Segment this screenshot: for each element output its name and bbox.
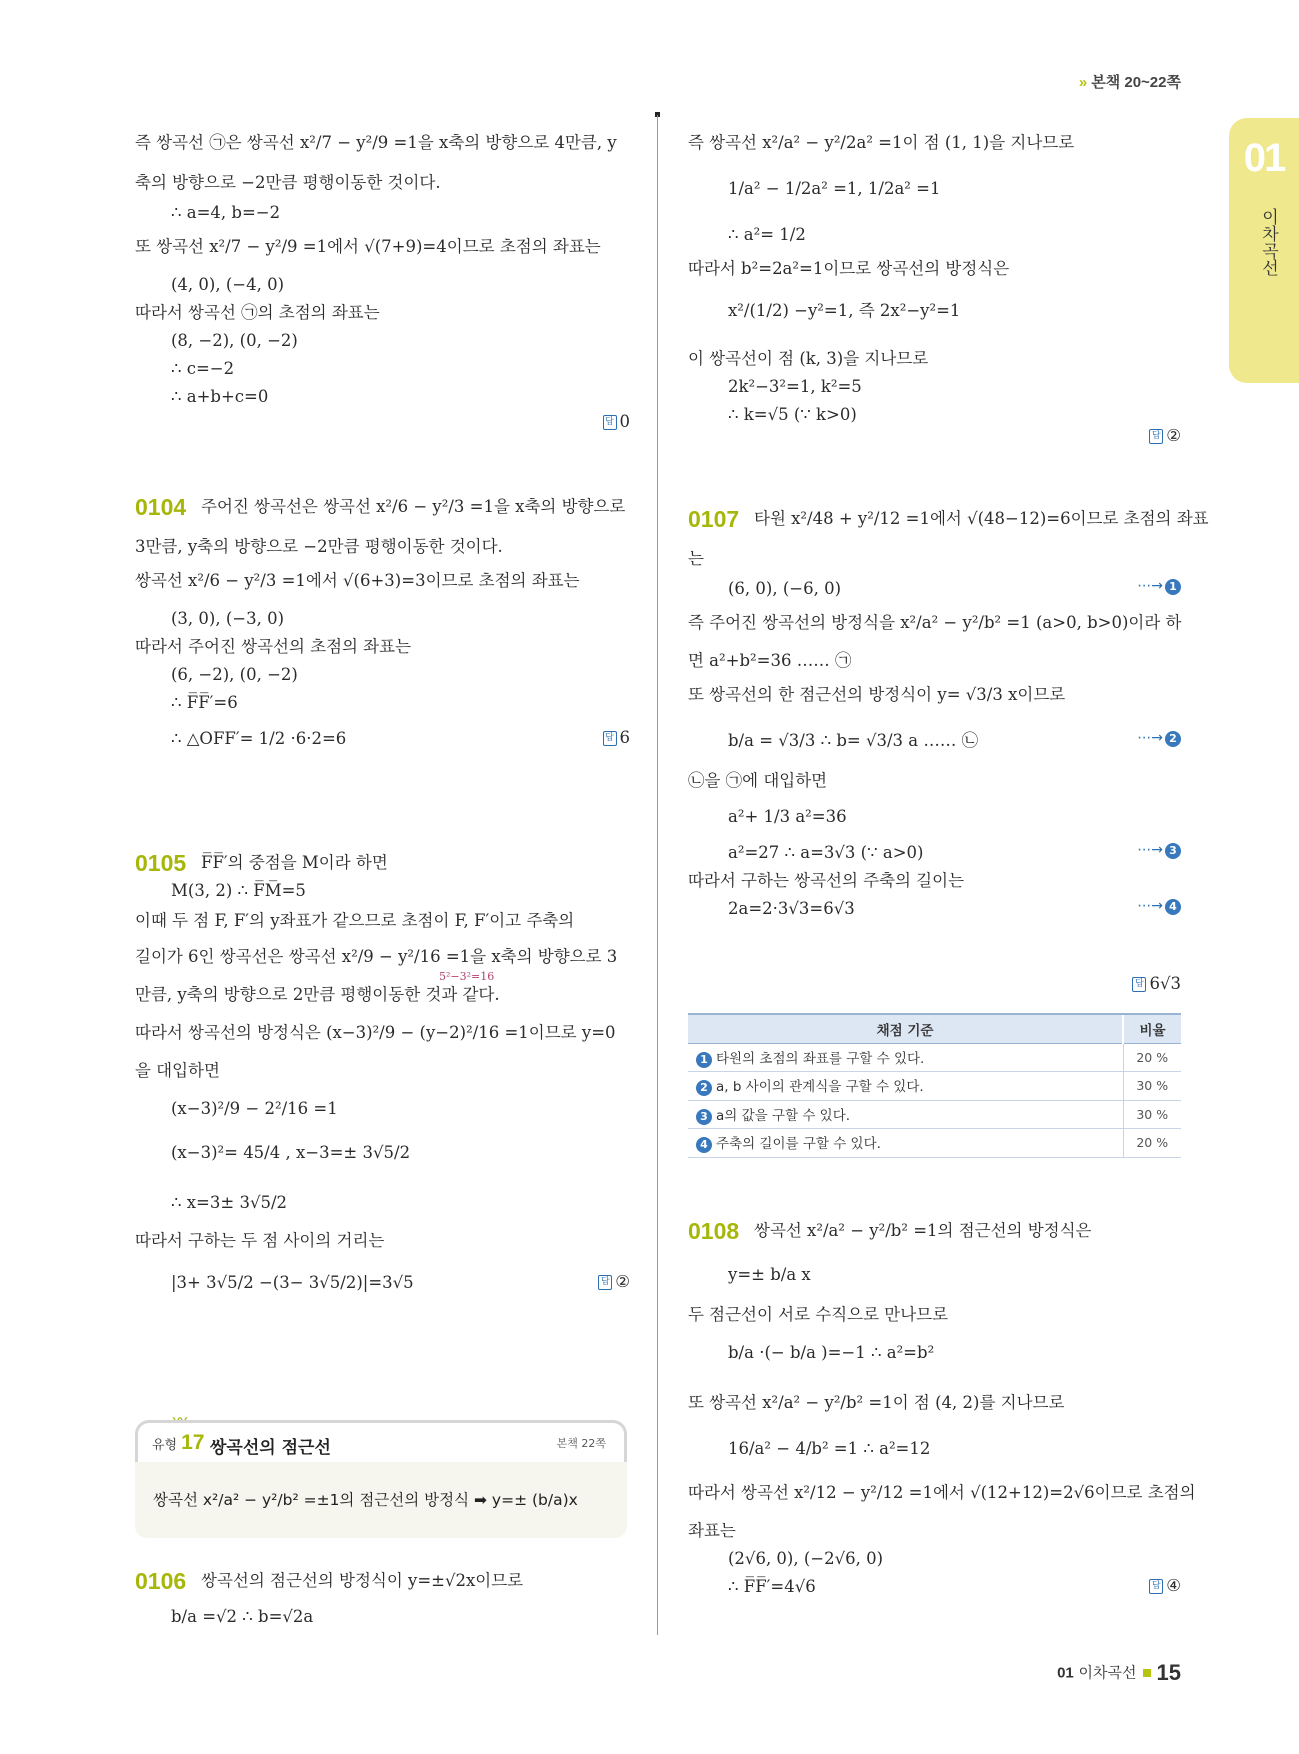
ratio-header: 비율: [1123, 1014, 1181, 1043]
solution-0104: [135, 496, 630, 766]
type-box-body: [135, 1462, 627, 1538]
answer-0105: [598, 1272, 630, 1291]
step-marker: [1137, 730, 1181, 747]
answer-icon: 답: [603, 731, 617, 746]
step-arrow-icon: ⋯→: [1137, 898, 1163, 914]
solution-line: b/a ·(− b/a )=−1 ∴ a²=b²: [728, 1343, 935, 1362]
answer-icon: 답: [603, 415, 617, 430]
criterion-text: 주축의 길이를 구할 수 있다.: [716, 1136, 881, 1153]
ratio-cell: 20 %: [1123, 1129, 1181, 1158]
problem-number: [688, 508, 747, 533]
table-row: [688, 1043, 1181, 1072]
problem-number: [135, 1570, 194, 1595]
table-row: [688, 1129, 1181, 1158]
step-number-badge: 1: [696, 1052, 712, 1068]
solution-line: (8, −2), (0, −2): [171, 331, 298, 350]
solution-line: x²/(1/2) −y²=1, 즉 2x²−y²=1: [728, 301, 961, 320]
solution-line: 을 대입하면: [135, 1061, 220, 1080]
solution-line: ∴ c=−2: [171, 359, 235, 378]
solution-line: (2√6, 0), (−2√6, 0): [728, 1549, 884, 1568]
ratio-cell: 30 %: [1123, 1072, 1181, 1101]
solution-line: 쌍곡선 x²/6 − y²/3 =1에서 √(6+3)=3이므로 초점의 좌표는: [135, 571, 580, 590]
solution-line: 1/a² − 1/2a² =1, 1/2a² =1: [728, 179, 941, 198]
answer-icon: 답: [1149, 1579, 1163, 1594]
solution-line: 좌표는: [688, 1521, 736, 1540]
solution-line: a²+ 1/3 a²=36: [728, 807, 847, 826]
scoring-table: [688, 1013, 1181, 1158]
solution-line: |3+ 3√5/2 −(3− 3√5/2)|=3√5: [171, 1273, 414, 1292]
solution-line: (6, 0), (−6, 0): [728, 579, 842, 598]
solution-line: ∴ △OFF′= 1/2 ·6·2=6: [171, 729, 347, 748]
solution-line: ∴ a=4, b=−2: [171, 203, 281, 222]
problem-number: [688, 1220, 747, 1245]
page-footer: [1057, 1660, 1181, 1686]
solution-line: 면 a²+b²=36 …… ㉠: [688, 651, 852, 670]
page-number: 15: [1156, 1660, 1181, 1685]
solution-line: 쌍곡선의 점근선의 방정식이 y=±√2x이므로: [201, 1571, 524, 1590]
step-number-badge: 3: [696, 1109, 712, 1125]
scoring-header: 채점 기준: [688, 1014, 1123, 1043]
solution-line: 길이가 6인 쌍곡선은 쌍곡선 x²/9 − y²/16 =1을 x축의 방향으로 3: [135, 947, 618, 966]
column-divider: [657, 115, 658, 1635]
answer-value: ②: [1166, 426, 1181, 445]
answer-0104: [603, 728, 631, 747]
solution-line: (3, 0), (−3, 0): [171, 609, 285, 628]
step-marker: [1137, 898, 1181, 915]
solution-line: ∴ F̅F̅′=4√6: [728, 1577, 816, 1596]
solution-line: 따라서 쌍곡선 x²/12 − y²/12 =1에서 √(12+12)=2√6이므로 초점의: [688, 1483, 1196, 1502]
solution-line: 축의 방향으로 −2만큼 평행이동한 것이다.: [135, 173, 441, 192]
problem-number-label: 0108: [688, 1218, 740, 1244]
step-marker: [1137, 578, 1181, 595]
annotation-note: 5²−3²=16: [439, 970, 495, 983]
solution-line: 또 쌍곡선 x²/a² − y²/b² =1이 점 (4, 2)를 지나므로: [688, 1393, 1065, 1412]
answer-value: 6√3: [1149, 974, 1181, 993]
solution-line: 2a=2·3√3=6√3: [728, 899, 855, 918]
answer-0108: [1149, 1576, 1181, 1595]
criterion-text: 타원의 초점의 좌표를 구할 수 있다.: [716, 1050, 925, 1067]
criterion-cell: [688, 1072, 1123, 1101]
solution-line: b/a =√2 ∴ b=√2a: [171, 1607, 314, 1626]
footer-chapter-name: 이차곡선: [1078, 1663, 1137, 1682]
criterion-text: a의 값을 구할 수 있다.: [716, 1107, 851, 1124]
criterion-cell: [688, 1129, 1123, 1158]
solution-line: (4, 0), (−4, 0): [171, 275, 285, 294]
criterion-cell: [688, 1100, 1123, 1129]
solution-line: 따라서 구하는 쌍곡선의 주축의 길이는: [688, 871, 965, 890]
step-arrow-icon: ⋯→: [1137, 578, 1163, 594]
solution-line: 3만큼, y축의 방향으로 −2만큼 평행이동한 것이다.: [135, 537, 503, 556]
solution-0105: [135, 852, 630, 1322]
type-17-box: [135, 1420, 627, 1538]
solution-line: ∴ a+b+c=0: [171, 387, 269, 406]
chapter-tab[interactable]: [1229, 118, 1299, 383]
step-marker: [1137, 842, 1181, 859]
criterion-text: a, b 사이의 관계식을 구할 수 있다.: [716, 1079, 924, 1096]
problem-number-label: 0104: [135, 494, 187, 520]
solution-line: 따라서 쌍곡선 ㉠의 초점의 좌표는: [135, 303, 380, 322]
double-chevron-icon: »: [1078, 74, 1088, 91]
solution-line: 주어진 쌍곡선은 쌍곡선 x²/6 − y²/3 =1을 x축의 방향으로: [201, 497, 626, 516]
chapter-tab-number: 01: [1243, 136, 1285, 180]
step-arrow-icon: ⋯→: [1137, 730, 1163, 746]
solution-line: 타원 x²/48 + y²/12 =1에서 √(48−12)=6이므로 초점의 좌표: [754, 509, 1209, 528]
solution-line: 두 점근선이 서로 수직으로 만나므로: [688, 1305, 949, 1324]
solution-line: 쌍곡선 x²/a² − y²/b² =1의 점근선의 방정식은: [754, 1221, 1092, 1240]
ratio-cell: 20 %: [1123, 1043, 1181, 1072]
chapter-tab-name: 이차곡선: [1258, 208, 1278, 276]
answer-value: 0: [619, 412, 630, 431]
solution-line: F̅F̅′의 중점을 M이라 하면: [201, 853, 388, 872]
problem-number-label: 0105: [135, 850, 187, 876]
solution-line: 또 쌍곡선 x²/7 − y²/9 =1에서 √(7+9)=4이므로 초점의 좌표는: [135, 237, 601, 256]
answer-0103: [603, 412, 631, 431]
answer-icon: 답: [1132, 977, 1146, 992]
solution-0103-continued: [135, 132, 630, 432]
answer-value: ④: [1166, 1576, 1181, 1595]
book-ref-text: 본책 20~22쪽: [1091, 74, 1181, 91]
solution-line: 2k²−3²=1, k²=5: [728, 377, 862, 396]
type-number: 17: [181, 1431, 205, 1454]
solution-line: (6, −2), (0, −2): [171, 665, 298, 684]
problem-number: [135, 852, 194, 877]
solution-line: 따라서 주어진 쌍곡선의 초점의 좌표는: [135, 637, 412, 656]
table-row: [688, 1072, 1181, 1101]
type-book-ref: 본책 22쪽: [556, 1437, 606, 1450]
solution-line: 따라서 b²=2a²=1이므로 쌍곡선의 방정식은: [688, 259, 1010, 278]
answer-icon: 답: [598, 1275, 612, 1290]
solution-0108: [688, 1218, 1196, 1620]
answer-value: ②: [615, 1272, 630, 1291]
solution-line: 이 쌍곡선이 점 (k, 3)을 지나므로: [688, 349, 929, 368]
step-number-badge: 2: [696, 1080, 712, 1096]
step-number-badge: 4: [1165, 899, 1181, 915]
solution-line: ㉡을 ㉠에 대입하면: [688, 771, 828, 790]
type-summary: 쌍곡선 x²/a² − y²/b² =±1의 점근선의 방정식 ➡ y=± (b/a)x: [153, 1491, 578, 1509]
solution-line: 즉 주어진 쌍곡선의 방정식을 x²/a² − y²/b² =1 (a>0, b>0)이라 하: [688, 613, 1182, 632]
solution-line: 이때 두 점 F, F′의 y좌표가 같으므로 초점이 F, F′이고 주축의: [135, 911, 575, 930]
square-bullet-icon: [1143, 1669, 1151, 1677]
answer-0106: [1149, 426, 1181, 445]
answer-0107: [1132, 974, 1181, 993]
solution-line: b/a = √3/3 ∴ b= √3/3 a …… ㉡: [728, 731, 979, 750]
type-title: 쌍곡선의 점근선: [210, 1438, 331, 1458]
solution-line: ∴ k=√5 (∵ k>0): [728, 405, 857, 424]
step-number-badge: 2: [1165, 731, 1181, 747]
solution-line: (x−3)²/9 − 2²/16 =1: [171, 1099, 338, 1118]
type-box-header: [135, 1420, 627, 1462]
solution-0107: [688, 506, 1209, 1008]
solution-line: (x−3)²= 45/4 , x−3=± 3√5/2: [171, 1143, 411, 1162]
table-row: [688, 1100, 1181, 1129]
step-number-badge: 1: [1165, 579, 1181, 595]
problem-number-label: 0107: [688, 506, 740, 532]
criterion-cell: [688, 1043, 1123, 1072]
solution-line: 는: [688, 549, 704, 568]
type-label-text: 유형: [152, 1437, 178, 1452]
answer-value: 6: [619, 728, 630, 747]
solution-line: 따라서 쌍곡선의 방정식은 (x−3)²/9 − (y−2)²/16 =1이므로 y=0: [135, 1023, 616, 1042]
step-number-badge: 3: [1165, 843, 1181, 859]
step-number-badge: 4: [696, 1137, 712, 1153]
problem-number: [135, 496, 194, 521]
ratio-cell: 30 %: [1123, 1100, 1181, 1129]
solution-line: 만큼, y축의 방향으로 2만큼 평행이동한 것과 같다.: [135, 985, 500, 1004]
solution-line: 따라서 구하는 두 점 사이의 거리는: [135, 1231, 385, 1250]
type-label: [152, 1431, 208, 1455]
problem-number-label: 0106: [135, 1568, 187, 1594]
solution-line: 또 쌍곡선의 한 점근선의 방정식이 y= √3/3 x이므로: [688, 685, 1066, 704]
solution-line: a²=27 ∴ a=3√3 (∵ a>0): [728, 843, 924, 862]
answer-icon: 답: [1149, 429, 1163, 444]
book-page-reference: [1079, 71, 1181, 92]
solution-line: ∴ x=3± 3√5/2: [171, 1193, 288, 1212]
footer-chapter-number: 01: [1057, 1664, 1074, 1682]
solution-0106: [135, 1570, 630, 1640]
solution-line: ∴ F̅F̅′=6: [171, 693, 238, 712]
solution-line: ∴ a²= 1/2: [728, 225, 806, 244]
step-arrow-icon: ⋯→: [1137, 842, 1163, 858]
solution-line: 즉 쌍곡선 x²/a² − y²/2a² =1이 점 (1, 1)을 지나므로: [688, 133, 1075, 152]
solution-line: y=± b/a x: [728, 1265, 811, 1284]
solution-line: 즉 쌍곡선 ㉠은 쌍곡선 x²/7 − y²/9 =1을 x축의 방향으로 4만큼, y: [135, 133, 617, 152]
solution-0106-continued: [688, 132, 1181, 445]
solution-line: 16/a² − 4/b² =1 ∴ a²=12: [728, 1439, 931, 1458]
solution-line: M(3, 2) ∴ F̅M̅=5: [171, 881, 306, 900]
